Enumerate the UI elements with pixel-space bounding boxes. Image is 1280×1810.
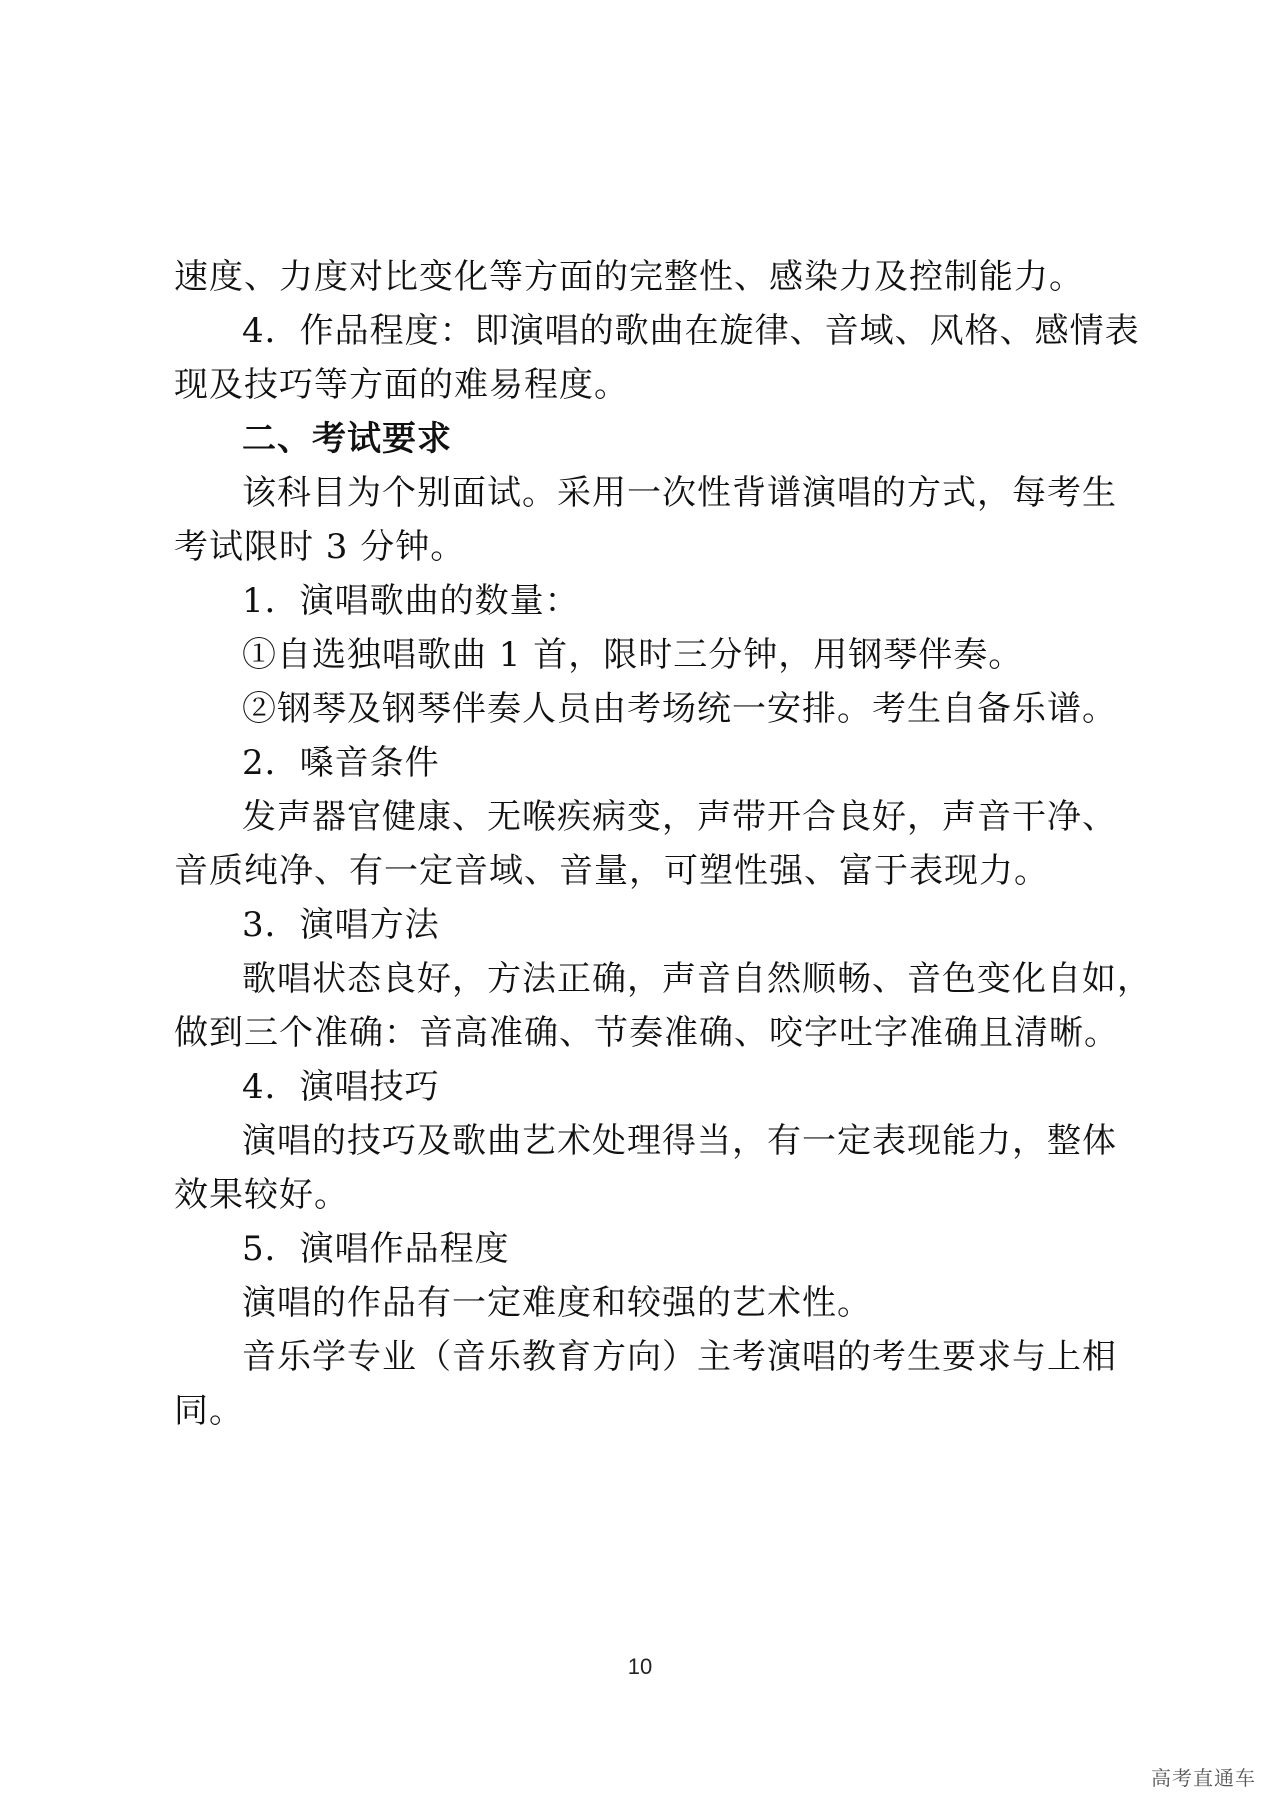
subheading: 3．演唱方法: [242, 905, 440, 945]
paragraph-line: 同。: [174, 1391, 244, 1431]
paragraph-line: 歌唱状态良好，方法正确，声音自然顺畅、音色变化自如，: [242, 959, 1152, 999]
paragraph-line: 效果较好。: [174, 1175, 349, 1215]
subheading: 5．演唱作品程度: [242, 1229, 510, 1269]
page-number: 10: [627, 1654, 653, 1679]
list-item: ②钢琴及钢琴伴奏人员由考场统一安排。考生自备乐谱。: [242, 689, 1117, 729]
document-body: [174, 250, 1152, 1438]
subheading: 1．演唱歌曲的数量：: [242, 581, 580, 621]
paragraph-line: 做到三个准确：音高准确、节奏准确、咬字吐字准确且清晰。: [174, 1013, 1119, 1053]
subheading: 4．演唱技巧: [242, 1067, 440, 1107]
subheading: 2．嗓音条件: [242, 743, 440, 783]
watermark: 高考直通车: [1151, 1766, 1256, 1790]
section-heading: 二、考试要求: [242, 419, 452, 459]
paragraph-line: 演唱的技巧及歌曲艺术处理得当，有一定表现能力，整体: [242, 1121, 1117, 1161]
paragraph-line: 考试限时 3 分钟。: [174, 527, 466, 567]
paragraph-line: 音乐学专业（音乐教育方向）主考演唱的考生要求与上相: [242, 1337, 1117, 1377]
paragraph-line: 速度、力度对比变化等方面的完整性、感染力及控制能力。: [174, 257, 1084, 297]
paragraph-line: 发声器官健康、无喉疾病变，声带开合良好，声音干净、: [242, 797, 1117, 837]
paragraph-line: 该科目为个别面试。采用一次性背谱演唱的方式，每考生: [242, 473, 1117, 513]
paragraph-line: 音质纯净、有一定音域、音量，可塑性强、富于表现力。: [174, 851, 1049, 891]
paragraph-line: 4．作品程度：即演唱的歌曲在旋律、音域、风格、感情表: [242, 311, 1140, 351]
paragraph-line: 现及技巧等方面的难易程度。: [174, 365, 629, 405]
list-item: ①自选独唱歌曲 1 首，限时三分钟，用钢琴伴奏。: [242, 635, 1024, 675]
paragraph-line: 演唱的作品有一定难度和较强的艺术性。: [242, 1283, 872, 1323]
